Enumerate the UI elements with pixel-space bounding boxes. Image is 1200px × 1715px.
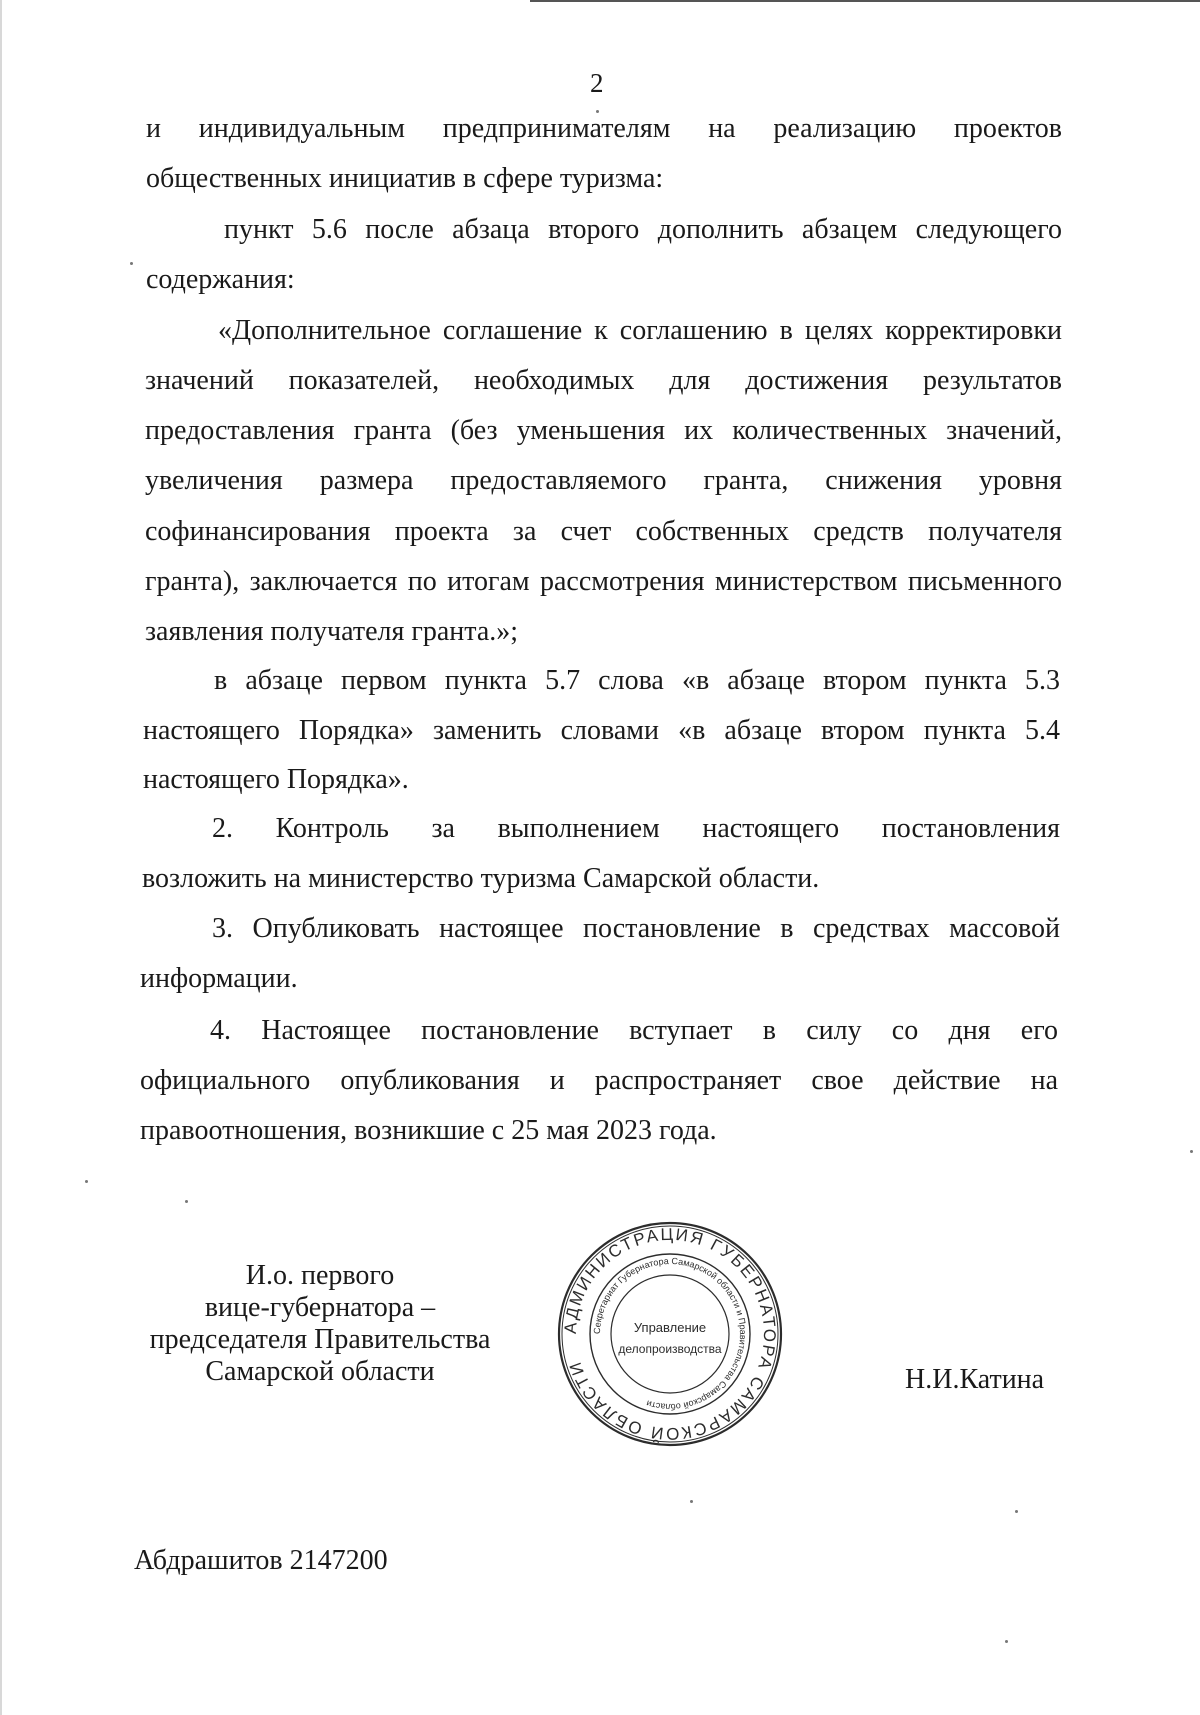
body-line: софинансирования проекта за счет собственных средств получателя <box>145 516 1062 547</box>
body-line: увеличения размера предоставляемого гранта, снижения уровня <box>145 465 1062 496</box>
body-line: содержания: <box>146 264 295 295</box>
seal-center-line: делопроизводства <box>618 1342 722 1356</box>
scan-edge-left <box>0 0 2 1715</box>
body-line: «Дополнительное соглашение к соглашению в целях корректировки <box>218 315 1062 346</box>
signatory-title <box>130 1260 510 1388</box>
body-line: 3. Опубликовать настоящее постановление в средствах массовой <box>212 913 1060 944</box>
body-line: и индивидуальным предпринимателям на реализацию проектов <box>146 113 1062 144</box>
page-number: 2 <box>590 68 604 98</box>
body-line: пункт 5.6 после абзаца второго дополнить абзацем следующего <box>224 214 1062 245</box>
scan-speck <box>130 262 133 265</box>
body-line: правоотношения, возникшие с 25 мая 2023 года. <box>140 1115 717 1146</box>
signatory-title-line: председателя Правительства <box>149 1324 491 1355</box>
body-line: заявления получателя гранта.»; <box>145 616 519 647</box>
scan-speck <box>1190 1150 1193 1153</box>
seal-center-line: Управление <box>633 1320 707 1335</box>
scan-speck <box>185 1200 188 1203</box>
body-line: информации. <box>140 963 298 994</box>
body-line: гранта), заключается по итогам рассмотрения министерством письменного <box>145 566 1062 597</box>
scan-speck <box>85 1180 88 1183</box>
body-line: 4. Настоящее постановление вступает в силу со дня его <box>210 1015 1058 1046</box>
signatory-name: Н.И.Катина <box>905 1364 1045 1395</box>
body-line: официального опубликования и распространяет свое действие на <box>140 1065 1058 1096</box>
body-line: возложить на министерство туризма Самарской области. <box>142 863 820 894</box>
seal-inner-text: Секретариат Губернатора Самарской области и Правительства Самарской области <box>591 1255 749 1413</box>
signatory-title-line: Самарской области <box>205 1356 435 1387</box>
scan-speck <box>1015 1510 1018 1513</box>
executor-note: Абдрашитов 2147200 <box>134 1545 388 1576</box>
signatory-title-line: И.о. первого <box>245 1260 395 1291</box>
body-line: настоящего Порядка» заменить словами «в абзаце втором пункта 5.4 <box>143 715 1060 746</box>
body-line: значений показателей, необходимых для достижения результатов <box>145 365 1062 396</box>
scan-edge-top <box>530 0 1200 2</box>
official-seal <box>556 1220 784 1448</box>
signatory-title-line: вице-губернатора – <box>204 1292 436 1323</box>
body-line: 2. Контроль за выполнением настоящего постановления <box>212 813 1060 844</box>
body-line: настоящего Порядка». <box>143 764 409 795</box>
scan-speck <box>690 1500 693 1503</box>
scan-speck <box>596 110 599 113</box>
body-line: предоставления гранта (без уменьшения их количественных значений, <box>145 415 1062 446</box>
scan-speck <box>1005 1640 1008 1643</box>
seal-outer-text: АДМИНИСТРАЦИЯ ГУБЕРНАТОРА САМАРСКОЙ ОБЛАСТИ <box>560 1224 780 1444</box>
body-line: в абзаце первом пункта 5.7 слова «в абзаце втором пункта 5.3 <box>214 665 1060 696</box>
body-line: общественных инициатив в сфере туризма: <box>146 163 664 194</box>
